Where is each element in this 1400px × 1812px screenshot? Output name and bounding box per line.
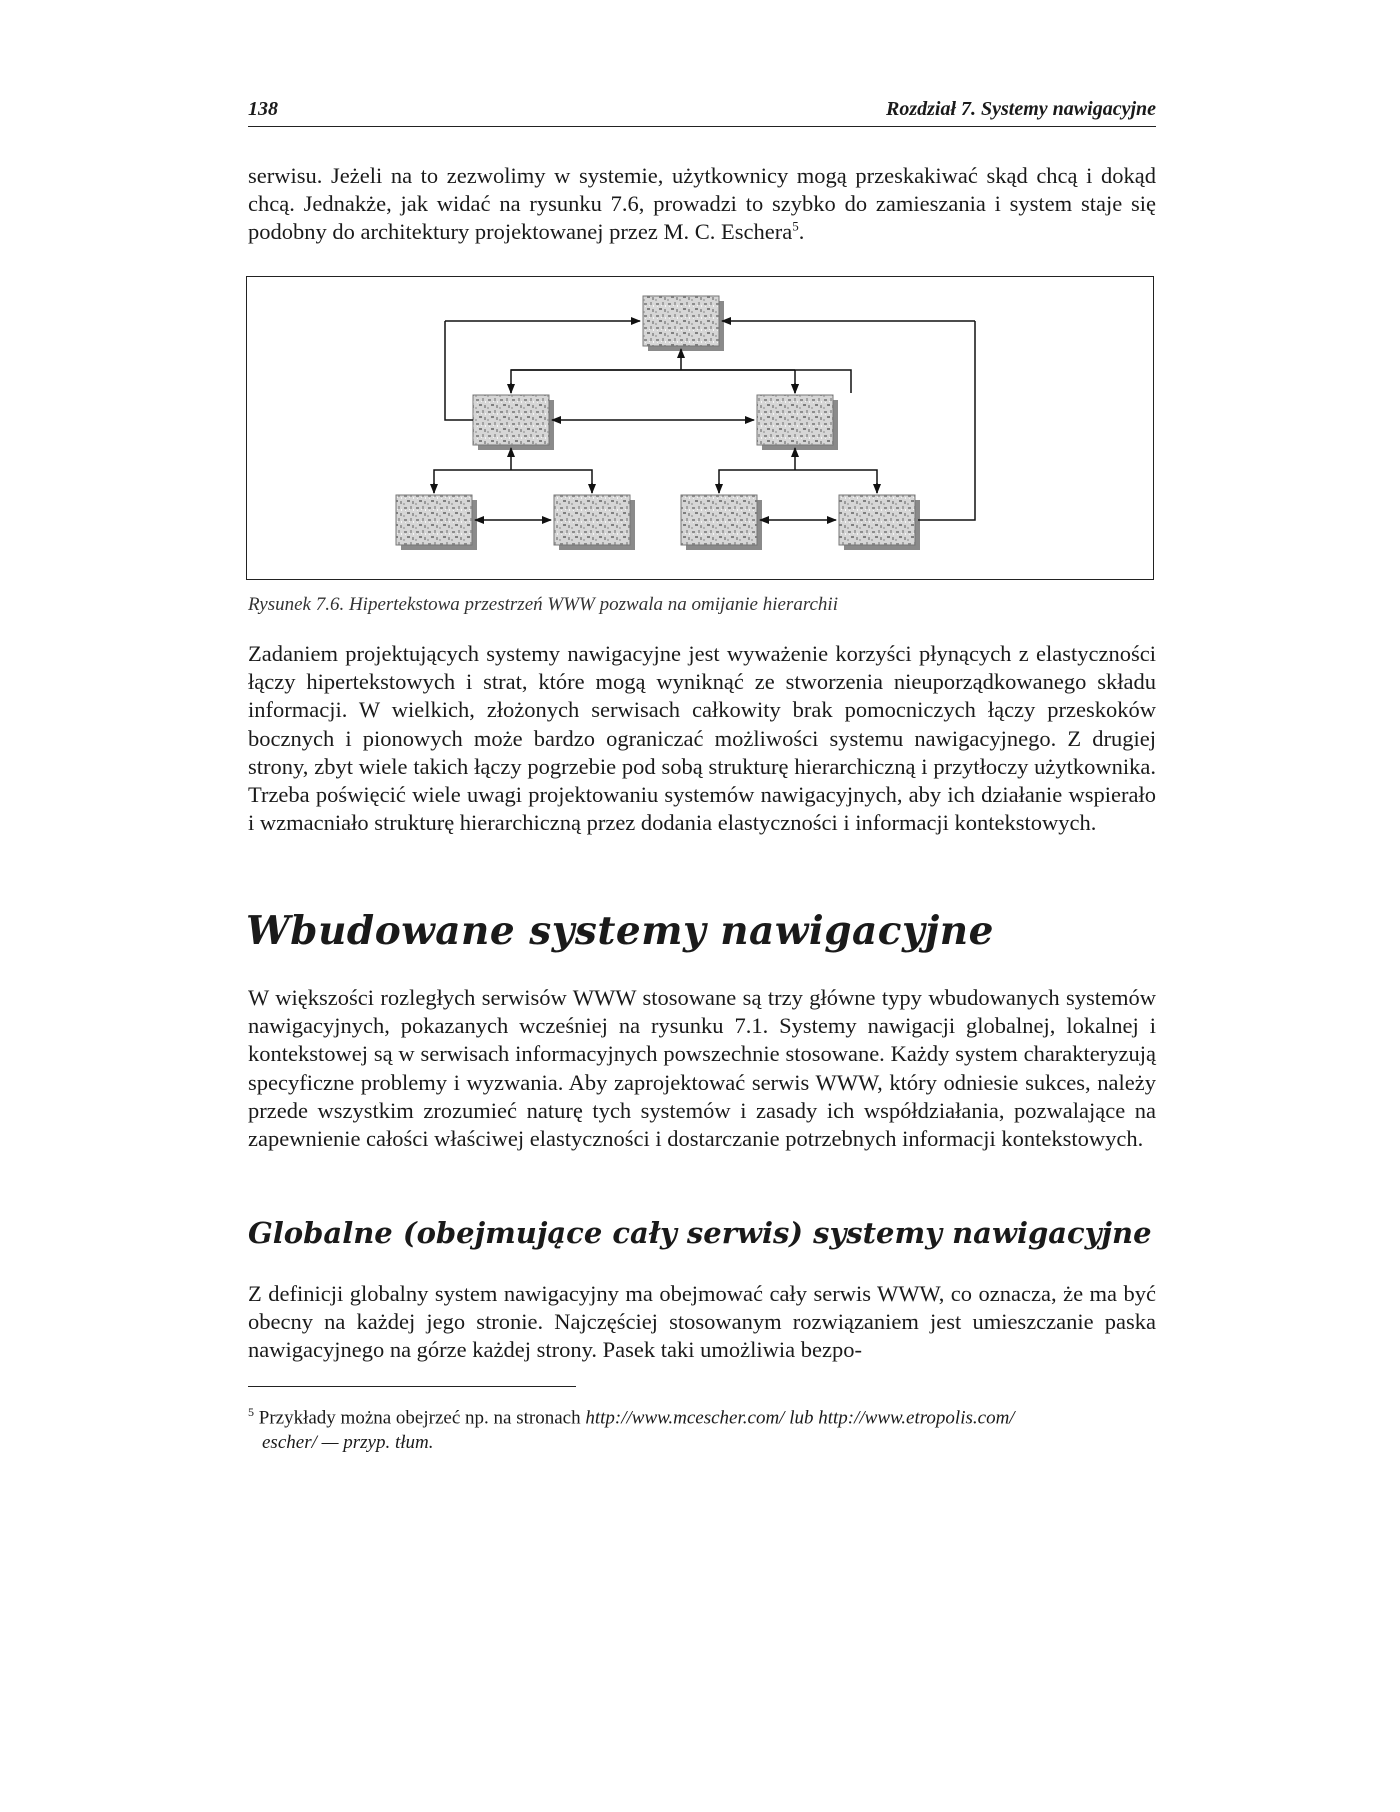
body-paragraph-embedded: W większości rozległych serwisów WWW stosowane są trzy główne typy wbudowanych systemów nawigacyjnych, pokazanych wcześniej na rysunku 7.1. Systemy nawigacji globalnej, lokalnej i kontekstowej są w serwisach informacyjnych powszechnie stosowane. Każdy system charakteryzują specyficzne problemy i wyzwania. Aby zaprojektować serwis WWW, który odniesie sukces, należy przede wszystkim zrozumieć naturę tych systemów i zasady ich współdziałania, pozwalające na zapewnienie całości właściwej elastyczności i dostarczanie potrzebnych informacji kontekstowych. bbox=[248, 985, 1156, 1152]
footnote-link-mcescher[interactable]: http://www.mcescher.com/ bbox=[585, 1407, 785, 1429]
body-paragraph-global: Z definicji globalny system nawigacyjny ma obejmować cały serwis WWW, co oznacza, że ma być obecny na każdej jego stronie. Najczęściej stosowanym rozwiązaniem jest umieszczanie paska nawigacyjnego na górze każdej strony. Pasek taki umożliwia bezpo- bbox=[248, 1281, 1156, 1363]
footnote-ref: 5 bbox=[792, 218, 799, 234]
footnote-continuation: escher/ — przyp. tłum. bbox=[262, 1432, 434, 1454]
intro-paragraph bbox=[248, 162, 1156, 247]
running-head bbox=[248, 96, 1156, 127]
intro-end: . bbox=[798, 219, 805, 245]
hierarchy-diagram bbox=[247, 277, 1153, 579]
node-mid-right bbox=[757, 395, 833, 445]
node-bottom-3 bbox=[681, 495, 757, 545]
subsection-heading: Globalne (obejmujące cały serwis) systemy nawigacyjne bbox=[248, 1216, 1152, 1250]
page-number: 138 bbox=[248, 98, 278, 120]
footnote-link-etropolis[interactable]: http://www.etropolis.com/ bbox=[818, 1407, 1015, 1429]
node-bottom-4 bbox=[839, 495, 915, 545]
node-top bbox=[643, 296, 719, 346]
intro-text: serwisu. Jeżeli na to zezwolimy w systemie, użytkownicy mogą przeskakiwać skąd chcą i dokąd chcą. Jednakże, jak widać na rysunku 7.6, prowadzi to szybko do zamieszania i system staje się podobny do architektury projektowanej przez M. C. Eschera bbox=[248, 163, 1156, 245]
footnote bbox=[248, 1400, 1156, 1455]
node-mid-left bbox=[473, 395, 549, 445]
footnote-connector: lub bbox=[789, 1407, 814, 1429]
node-bottom-1 bbox=[396, 495, 472, 545]
hierarchy-figure bbox=[246, 276, 1154, 580]
chapter-title: Rozdział 7. Systemy nawigacyjne bbox=[886, 98, 1156, 120]
footnote-number: 5 bbox=[248, 1405, 254, 1419]
footnote-text: Przykłady można obejrzeć np. na stronach bbox=[258, 1407, 581, 1429]
footnote-separator bbox=[248, 1386, 576, 1387]
body-paragraph-balance: Zadaniem projektujących systemy nawigacyjne jest wyważenie korzyści płynących z elastyczności łączy hipertekstowych i strat, które mogą wyniknąć ze stworzenia nieuporządkowanego składu informacji. W wielkich, złożonych serwisach całkowity brak pomocniczych łączy przeskoków bocznych i pionowych może bardzo ograniczać możliwości systemu nawigacyjnego. Z drugiej strony, zbyt wiele takich łączy pogrzebie pod sobą strukturę hierarchiczną i przytłoczy użytkownika. Trzeba poświęcić wiele uwagi projektowaniu systemów nawigacyjnych, aby ich działanie wspierało i wzmacniało strukturę hierarchiczną przez dodania elastyczności i informacji kontekstowych. bbox=[248, 641, 1156, 836]
section-heading: Wbudowane systemy nawigacyjne bbox=[246, 908, 994, 954]
node-bottom-2 bbox=[554, 495, 630, 545]
figure-caption: Rysunek 7.6. Hipertekstowa przestrzeń WWW pozwala na omijanie hierarchii bbox=[248, 594, 838, 615]
